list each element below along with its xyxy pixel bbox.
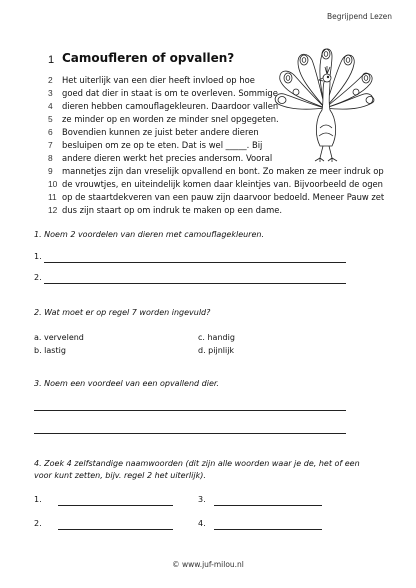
- answer-label: 2.: [34, 519, 42, 528]
- line-number: 11: [48, 192, 57, 202]
- story-line: Bovendien kunnen ze juist beter andere dieren: [62, 127, 259, 137]
- story-line: dus zijn staart op om indruk te maken op een dame.: [62, 205, 283, 215]
- story-line: mannetjes zijn dan vreselijk opvallend en bont. Zo maken ze meer indruk op: [62, 166, 384, 176]
- answer-label: 3.: [198, 495, 206, 504]
- line-number: 8: [48, 153, 53, 163]
- option-c[interactable]: c. handig: [198, 333, 235, 342]
- answer-line-q3-1[interactable]: [34, 410, 346, 411]
- footer-copyright: © www.juf-milou.nl: [172, 560, 244, 569]
- option-b[interactable]: b. lastig: [34, 346, 66, 355]
- line-number: 10: [48, 179, 58, 189]
- story-line: goed dat dier in staat is om te overleven. Sommige: [62, 88, 278, 98]
- answer-label: 1.: [34, 252, 42, 261]
- header-label: Begrijpend Lezen: [326, 12, 392, 21]
- line-number: 9: [48, 166, 53, 176]
- answer-label: 2.: [34, 273, 42, 282]
- answer-line-q4-2[interactable]: [58, 529, 173, 530]
- exercise-number: 1: [48, 54, 55, 66]
- line-number: 6: [48, 127, 53, 137]
- answer-label: 4.: [198, 519, 206, 528]
- story-line: ze minder op en worden ze minder snel opgegeten.: [62, 114, 279, 124]
- story-line: dieren hebben camouflagekleuren. Daardoor vallen: [62, 101, 279, 111]
- line-number: 3: [48, 88, 53, 98]
- answer-line-q4-1[interactable]: [58, 505, 173, 506]
- story-line: andere dieren werkt het precies andersom. Vooral: [62, 153, 273, 163]
- line-number: 2: [48, 75, 53, 85]
- story-line: besluipen om ze op te eten. Dat is wel _____. Bij: [62, 140, 263, 150]
- question-4: 4. Zoek 4 zelfstandige naamwoorden (dit zijn alle woorden waar je de, het of een: [34, 459, 360, 468]
- peacock-legs: [315, 146, 337, 162]
- story-line: Het uiterlijk van een dier heeft invloed op hoe: [62, 75, 255, 85]
- option-a[interactable]: a. vervelend: [34, 333, 84, 342]
- option-d[interactable]: d. pijnlijk: [198, 346, 235, 355]
- line-number: 7: [48, 140, 53, 150]
- answer-line-q1-1[interactable]: [44, 262, 346, 263]
- story-line: op de staartdekveren van een pauw zijn daarvoor bedoeld. Meneer Pauw zet: [62, 192, 385, 202]
- answer-line-q1-2[interactable]: [44, 283, 346, 284]
- line-number: 5: [48, 114, 53, 124]
- story-line: de vrouwtjes, en uiteindelijk komen daar kleintjes van. Bijvoorbeeld de ogen: [62, 179, 383, 189]
- line-number: 4: [48, 101, 53, 111]
- answer-line-q4-4[interactable]: [214, 529, 322, 530]
- question-4-continued: voor kunt zetten, bijv. regel 2 het uiterlijk).: [34, 471, 206, 480]
- line-number: 12: [48, 205, 58, 215]
- answer-line-q4-3[interactable]: [214, 505, 322, 506]
- question-3: 3. Noem een voordeel van een opvallend dier.: [34, 379, 219, 388]
- page-title: Camoufleren of opvallen?: [62, 51, 235, 65]
- answer-line-q3-2[interactable]: [34, 433, 346, 434]
- question-1: 1. Noem 2 voordelen van dieren met camouflagekleuren.: [34, 230, 265, 239]
- answer-label: 1.: [34, 495, 42, 504]
- question-2: 2. Wat moet er op regel 7 worden ingevuld?: [34, 308, 211, 317]
- peacock-illustration: [270, 38, 380, 163]
